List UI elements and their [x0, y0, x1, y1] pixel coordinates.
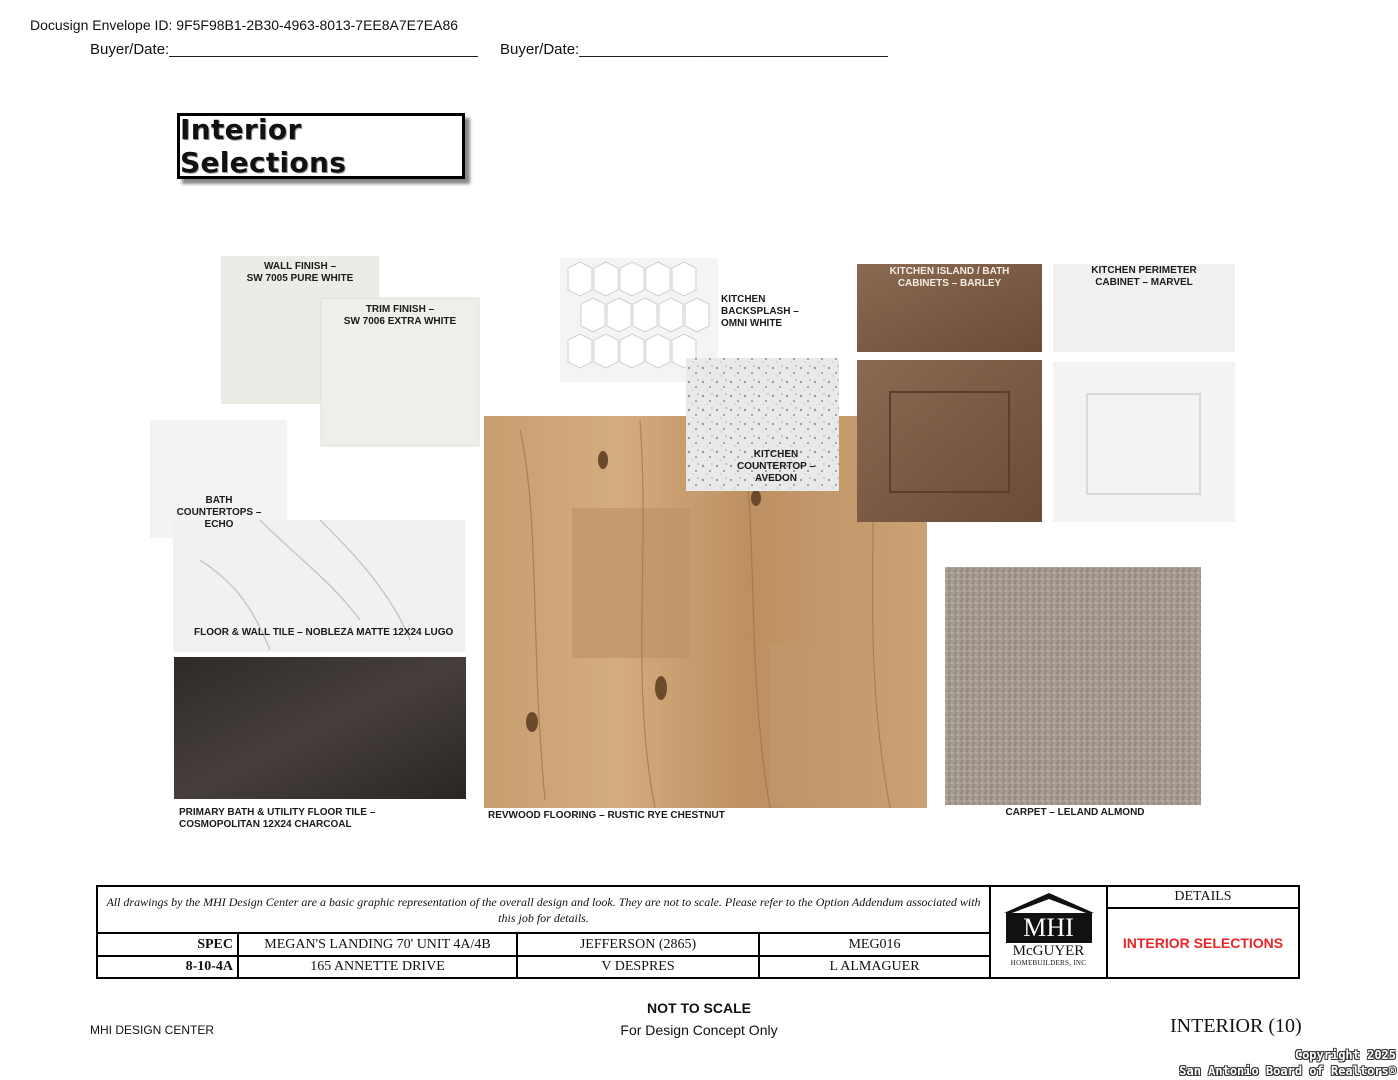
page-number: INTERIOR (10)	[1170, 1015, 1302, 1037]
designer: V DESPRES	[516, 955, 758, 977]
carpet-label: CARPET – LELAND ALMOND	[1005, 807, 1145, 818]
design-concept: For Design Concept Only	[620, 1022, 778, 1038]
flooring-label: REVWOOD FLOORING – RUSTIC RYE CHESTNUT	[488, 810, 725, 821]
not-to-scale: NOT TO SCALE	[647, 1000, 751, 1016]
copyright-line-2: San Antonio Board of Realtors®	[1179, 1064, 1396, 1078]
kitchen-countertop-label: KITCHEN COUNTERTOP – AVEDON	[737, 449, 815, 484]
page-title: Interior Selections	[180, 113, 347, 179]
address: 165 ANNETTE DRIVE	[237, 955, 516, 977]
logo-roof-icon	[1004, 891, 1094, 913]
lot-code: MEG016	[758, 932, 989, 955]
copyright-line-1: Copyright 2025	[1294, 1048, 1396, 1062]
details-label: DETAILS	[1106, 887, 1298, 909]
buyer-date-line-1: Buyer/Date:_____________________________________	[90, 41, 478, 58]
perimeter-cabinet-label: KITCHEN PERIMETER CABINET – MARVEL	[1091, 265, 1197, 288]
island-cabinet-door	[857, 360, 1042, 522]
wall-finish-label: WALL FINISH – SW 7005 PURE WHITE	[246, 261, 354, 284]
trim-finish-label: TRIM FINISH – SW 7006 EXTRA WHITE	[343, 304, 457, 327]
disclaimer: All drawings by the MHI Design Center are a basic graphic representation of the overall design and look. They are not to scale. Please refer to the Option Addendum associated with this job for details.	[106, 894, 981, 925]
carpet-swatch	[945, 567, 1201, 805]
primary-bath-tile-swatch	[174, 657, 466, 799]
design-center-label: MHI DESIGN CENTER	[90, 1023, 215, 1037]
agent: L ALMAGUER	[758, 955, 989, 977]
spec-label: SPEC	[98, 932, 237, 955]
mhi-logo: MHI McGUYER HOMEBUILDERS, INC	[989, 887, 1106, 977]
buyer-date-line-2: Buyer/Date:_____________________________________	[500, 41, 888, 58]
plan: JEFFERSON (2865)	[516, 932, 758, 955]
backsplash-label: KITCHEN BACKSPLASH – OMNI WHITE	[721, 294, 799, 329]
community: MEGAN'S LANDING 70' UNIT 4A/4B	[237, 932, 516, 955]
island-cabinet-label: KITCHEN ISLAND / BATH CABINETS – BARLEY	[889, 266, 1010, 289]
spec-code: 8-10-4A	[98, 955, 237, 977]
primary-bath-tile-label: PRIMARY BATH & UTILITY FLOOR TILE – COSMOPOLITAN 12X24 CHARCOAL	[179, 807, 376, 830]
perimeter-cabinet-door	[1053, 362, 1235, 522]
details-value: INTERIOR SELECTIONS	[1106, 909, 1298, 977]
envelope-id: Docusign Envelope ID: 9F5F98B1-2B30-4963-8013-7EE8A7E7EA86	[30, 17, 459, 33]
title-block	[96, 885, 1300, 979]
floor-wall-tile-label: FLOOR & WALL TILE – NOBLEZA MATTE 12X24 LUGO	[194, 627, 454, 638]
bath-countertop-label: BATH COUNTERTOPS – ECHO	[176, 495, 262, 530]
